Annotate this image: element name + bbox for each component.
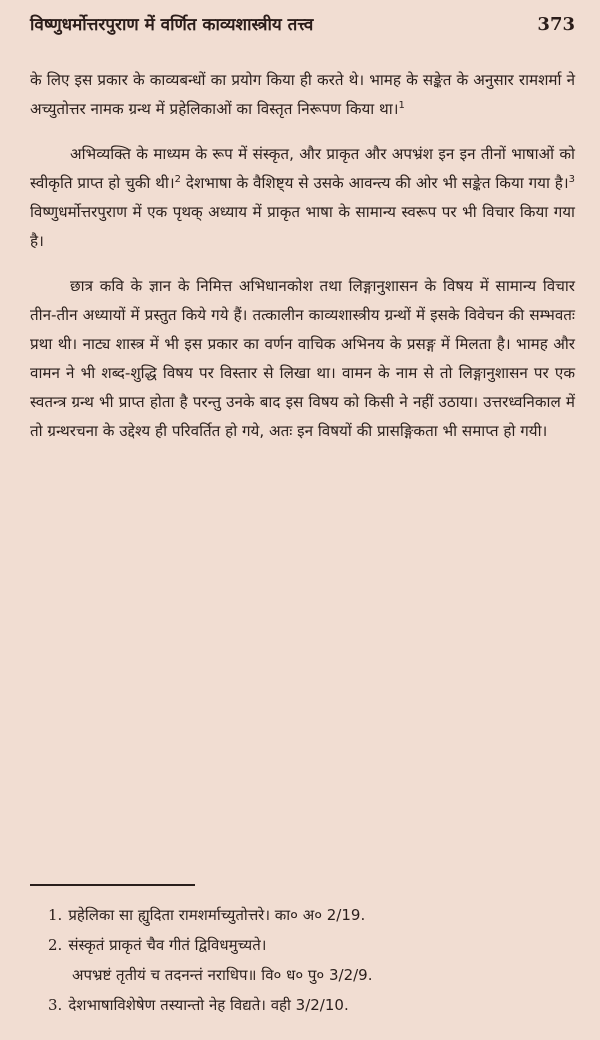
paragraph-2-text-b: देशभाषा के वैशिष्ट्य से उसके आवन्त्य की ओर भी सङ्केत किया गया है। xyxy=(181,174,569,192)
footnote-separator xyxy=(30,884,195,886)
footnote-number: 1. xyxy=(48,906,63,924)
footnote-2 xyxy=(48,930,578,960)
footnote-ref-1[interactable]: 1 xyxy=(398,99,405,111)
footnotes xyxy=(48,900,578,1020)
paragraph-3 xyxy=(30,272,575,446)
footnote-ref-2[interactable]: 2 xyxy=(174,173,181,185)
footnote-3 xyxy=(48,990,578,1020)
chapter-title: विष्णुधर्मोत्तरपुराण में वर्णित काव्यशास्त्रीय तत्त्व xyxy=(30,15,314,35)
paragraph-1 xyxy=(30,66,575,124)
footnote-1 xyxy=(48,900,578,930)
footnote-number: 3. xyxy=(48,996,63,1014)
paragraph-1-text: के लिए इस प्रकार के काव्यबन्धों का प्रयोग किया ही करते थे। भामह के सङ्केत के अनुसार रामशर्मा ने अच्युतोत्तर नामक ग्रन्थ में प्रहेलिकाओं का विस्तृत निरूपण किया था। xyxy=(30,71,575,118)
footnote-text: प्रहेलिका सा ह्युदिता रामशर्माच्युतोत्तरे। का० अ० 2/19. xyxy=(68,906,366,924)
footnote-text: देशभाषाविशेषेण तस्यान्तो नेह विद्यते। वही 3/2/10. xyxy=(68,996,349,1014)
footnote-ref-3[interactable]: 3 xyxy=(568,173,575,185)
paragraph-2 xyxy=(30,140,575,256)
footnote-2-continued xyxy=(48,960,578,990)
page-number: 373 xyxy=(537,14,575,35)
body-text xyxy=(30,66,575,462)
footnote-text: संस्कृतं प्राकृतं चैव गीतं द्विविधमुच्यते। xyxy=(68,936,267,954)
running-header xyxy=(30,12,575,35)
paragraph-2-text-a: अभिव्यक्ति के माध्यम के रूप में संस्कृत, और प्राकृत और अपभ्रंश इन इन तीनों भाषाओं को स्वीकृति प्राप्त हो चुकी थी। xyxy=(30,145,575,192)
footnote-text: अपभ्रष्टं तृतीयं च तदनन्तं नराधिप॥ वि० ध० पु० 3/2/9. xyxy=(72,966,373,984)
footnote-number: 2. xyxy=(48,936,63,954)
paragraph-2-text-c: विष्णुधर्मोत्तरपुराण में एक पृथक् अध्याय में प्राकृत भाषा के सामान्य स्वरूप पर भी विचार किया गया है। xyxy=(30,203,575,250)
paragraph-3-text: छात्र कवि के ज्ञान के निमित्त अभिधानकोश तथा लिङ्गानुशासन के विषय में सामान्य विचार तीन-तीन अध्यायों में प्रस्तुत किये गये हैं। तत्कालीन काव्यशास्त्रीय ग्रन्थों में इसके विवेचन की सम्भवतः प्रथा थी। नाट्य शास्त्र में भी इस प्रकार का वर्णन वाचिक अभिनय के प्रसङ्ग में मिलता है। भामह और वामन ने भी शब्द-शुद्धि विषय पर विस्तार से लिखा था। वामन के नाम से तो लिङ्गानुशासन पर एक स्वतन्त्र ग्रन्थ भी प्राप्त होता है परन्तु उनके बाद इस विषय को किसी ने नहीं उठाया। उत्तरध्वनिकाल में तो ग्रन्थरचना के उद्देश्य ही परिवर्तित हो गये, अतः इन विषयों की प्रासङ्गिकता भी समाप्त हो गयी। xyxy=(30,277,575,440)
